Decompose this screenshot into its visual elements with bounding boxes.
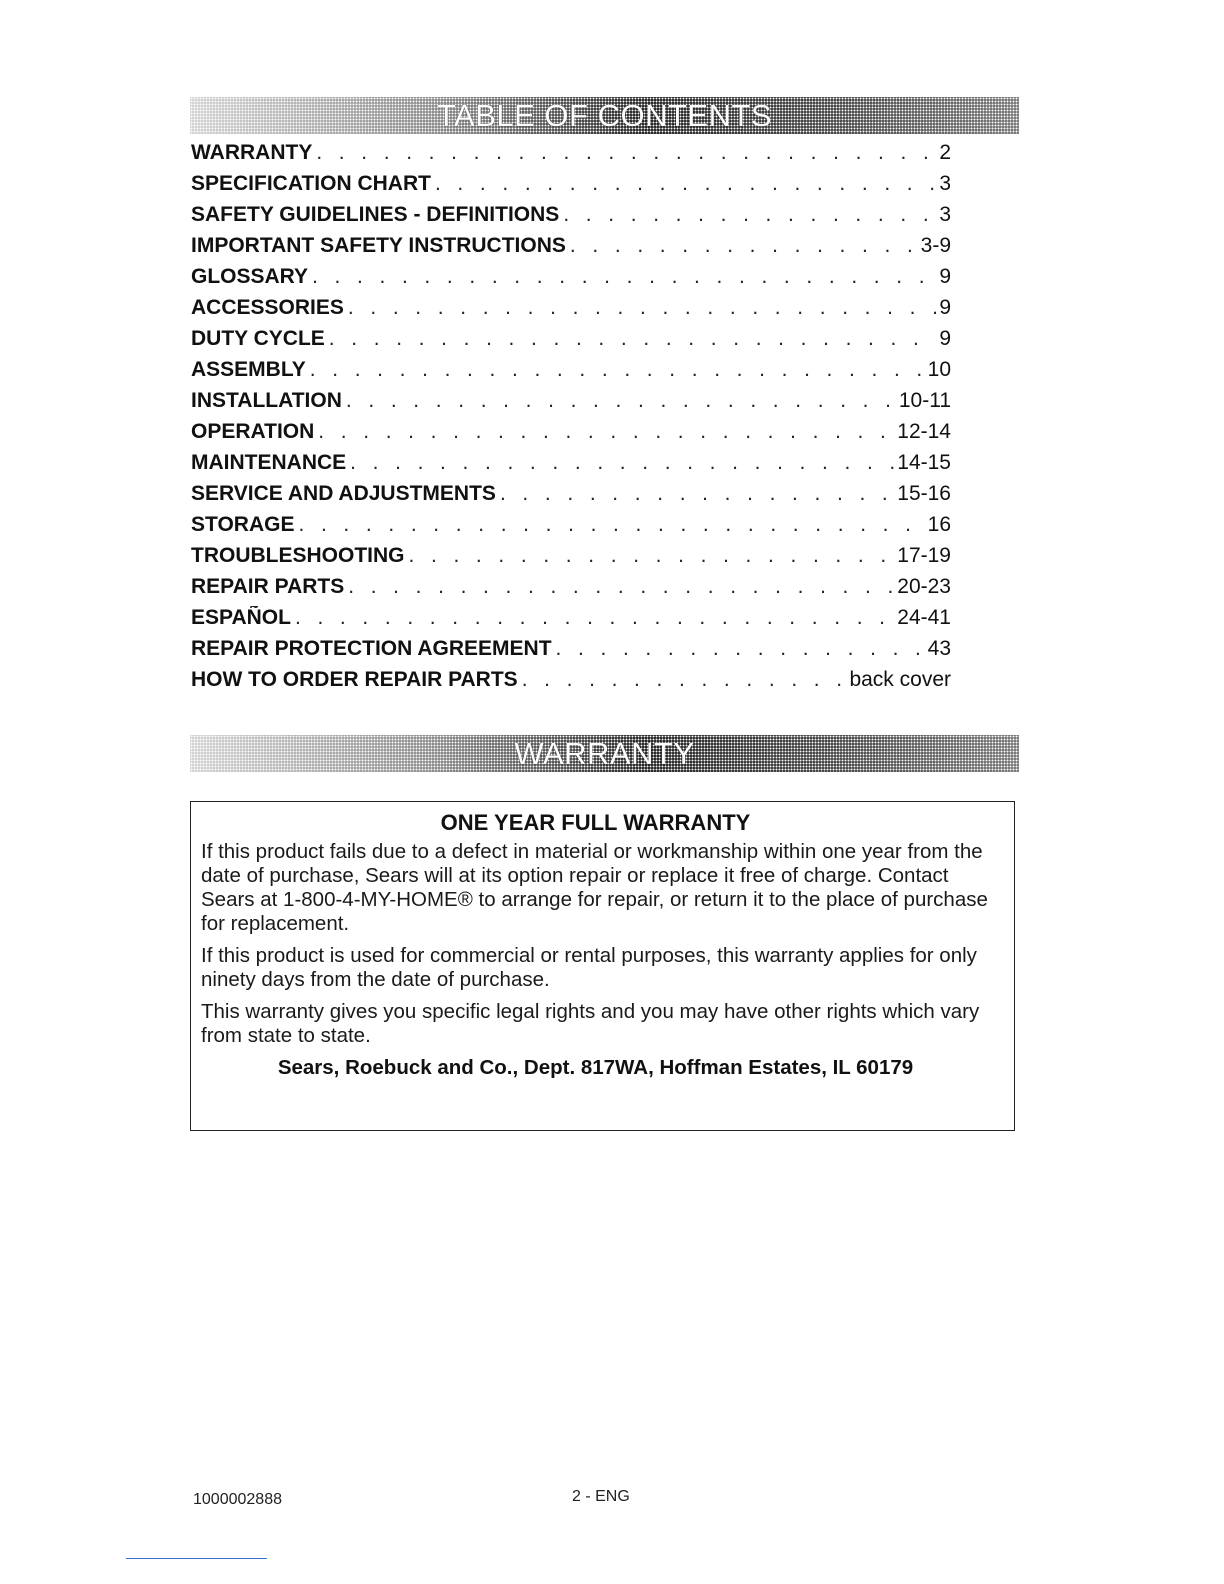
warranty-heading: WARRANTY — [514, 735, 695, 771]
toc-dot-leader — [500, 482, 895, 506]
toc-heading: TABLE OF CONTENTS — [436, 97, 773, 133]
warranty-box — [190, 801, 1015, 1131]
toc-dot-leader — [348, 296, 937, 320]
toc-entry-title: HOW TO ORDER REPAIR PARTS — [191, 668, 518, 691]
toc-entry-title: TROUBLESHOOTING — [191, 544, 405, 567]
toc-entry — [191, 575, 951, 606]
toc-entry-title: IMPORTANT SAFETY INSTRUCTIONS — [191, 234, 566, 257]
toc-entry — [191, 513, 951, 544]
toc-entry-title: SAFETY GUIDELINES - DEFINITIONS — [191, 203, 560, 226]
toc-entry-title: MAINTENANCE — [191, 451, 347, 474]
toc-dot-leader — [556, 637, 926, 661]
toc-entry-title: DUTY CYCLE — [191, 327, 325, 350]
toc-entry-title: STORAGE — [191, 513, 295, 536]
toc-dot-leader — [348, 575, 895, 599]
toc-entry-title: SERVICE AND ADJUSTMENTS — [191, 482, 496, 505]
warranty-banner — [190, 735, 1019, 772]
toc-dot-leader — [295, 606, 895, 630]
toc-dot-leader — [435, 172, 937, 196]
toc-entry-page: 3 — [939, 203, 951, 226]
bottom-rule — [126, 1558, 267, 1559]
toc-entry-page: 16 — [927, 513, 951, 536]
toc-entry-page: 9 — [939, 296, 951, 319]
toc-dot-leader — [409, 544, 896, 568]
toc-entry — [191, 451, 951, 482]
document-code: 1000002888 — [193, 1491, 282, 1508]
toc-entry-title: OPERATION — [191, 420, 315, 443]
toc-dot-leader — [298, 513, 925, 537]
toc-entry — [191, 358, 951, 389]
toc-entry — [191, 606, 951, 637]
toc-entry-title: GLOSSARY — [191, 265, 309, 288]
toc-entry-title: SPECIFICATION CHART — [191, 172, 431, 195]
toc-entry — [191, 482, 951, 513]
toc-entry-title: ESPAÑOL — [191, 606, 291, 629]
toc-entry — [191, 265, 951, 296]
warranty-paragraph: If this product is used for commercial or rental purposes, this warranty applies for only ninety days from the date of purchase. — [201, 944, 977, 991]
toc-dot-leader — [329, 327, 938, 351]
toc-dot-leader — [350, 451, 895, 475]
toc-list — [191, 141, 951, 699]
toc-entry-page: 20-23 — [897, 575, 951, 598]
toc-dot-leader — [563, 203, 937, 227]
toc-entry-page: 15-16 — [897, 482, 951, 505]
toc-entry-page: 43 — [927, 637, 951, 660]
toc-entry-title: ASSEMBLY — [191, 358, 306, 381]
toc-entry-page: 9 — [939, 327, 951, 350]
toc-entry-page: 9 — [939, 265, 951, 288]
toc-entry — [191, 296, 951, 327]
toc-dot-leader — [346, 389, 897, 413]
toc-entry — [191, 637, 951, 668]
toc-entry-page: 24-41 — [897, 606, 951, 629]
warranty-paragraph: This warranty gives you specific legal rights and you may have other rights which vary from state to state. — [201, 1000, 980, 1047]
toc-entry — [191, 234, 951, 265]
toc-entry-page: back cover — [849, 668, 951, 691]
toc-entry-title: WARRANTY — [191, 141, 313, 164]
toc-entry — [191, 172, 951, 203]
toc-entry — [191, 141, 951, 172]
toc-entry-title: ACCESSORIES — [191, 296, 344, 319]
toc-dot-leader — [312, 265, 937, 289]
toc-entry-page: 2 — [939, 141, 951, 164]
toc-entry — [191, 203, 951, 234]
toc-entry-page: 3 — [939, 172, 951, 195]
toc-entry-page: 3-9 — [920, 234, 951, 257]
toc-entry-title: REPAIR PARTS — [191, 575, 345, 598]
toc-entry-page: 10-11 — [898, 389, 951, 412]
toc-entry-title: INSTALLATION — [191, 389, 342, 412]
toc-entry-page: 14-15 — [897, 451, 951, 474]
toc-entry — [191, 420, 951, 451]
page-number: 2 - ENG — [572, 1488, 630, 1505]
toc-entry-page: 10 — [927, 358, 951, 381]
toc-entry-page: 17-19 — [897, 544, 951, 567]
toc-entry — [191, 389, 951, 420]
warranty-paragraph: If this product fails due to a defect in material or workmanship within one year from the date of purchase, Sears will at its option repair or replace it free of charge. Contact Sears at 1-800-4-MY-HOME® to arrange for repair, or return it to the place of purchase for replacement. — [201, 840, 988, 935]
toc-dot-leader — [316, 141, 937, 165]
toc-entry — [191, 327, 951, 358]
toc-dot-leader — [310, 358, 926, 382]
toc-dot-leader — [522, 668, 848, 692]
toc-entry-page: 12-14 — [897, 420, 951, 443]
toc-dot-leader — [570, 234, 919, 258]
toc-entry-title: REPAIR PROTECTION AGREEMENT — [191, 637, 552, 660]
toc-banner — [190, 97, 1019, 134]
toc-entry — [191, 544, 951, 575]
sears-address: Sears, Roebuck and Co., Dept. 817WA, Hoffman Estates, IL 60179 — [277, 1056, 914, 1079]
toc-dot-leader — [318, 420, 895, 444]
warranty-box-title: ONE YEAR FULL WARRANTY — [440, 810, 751, 835]
toc-entry — [191, 668, 951, 699]
